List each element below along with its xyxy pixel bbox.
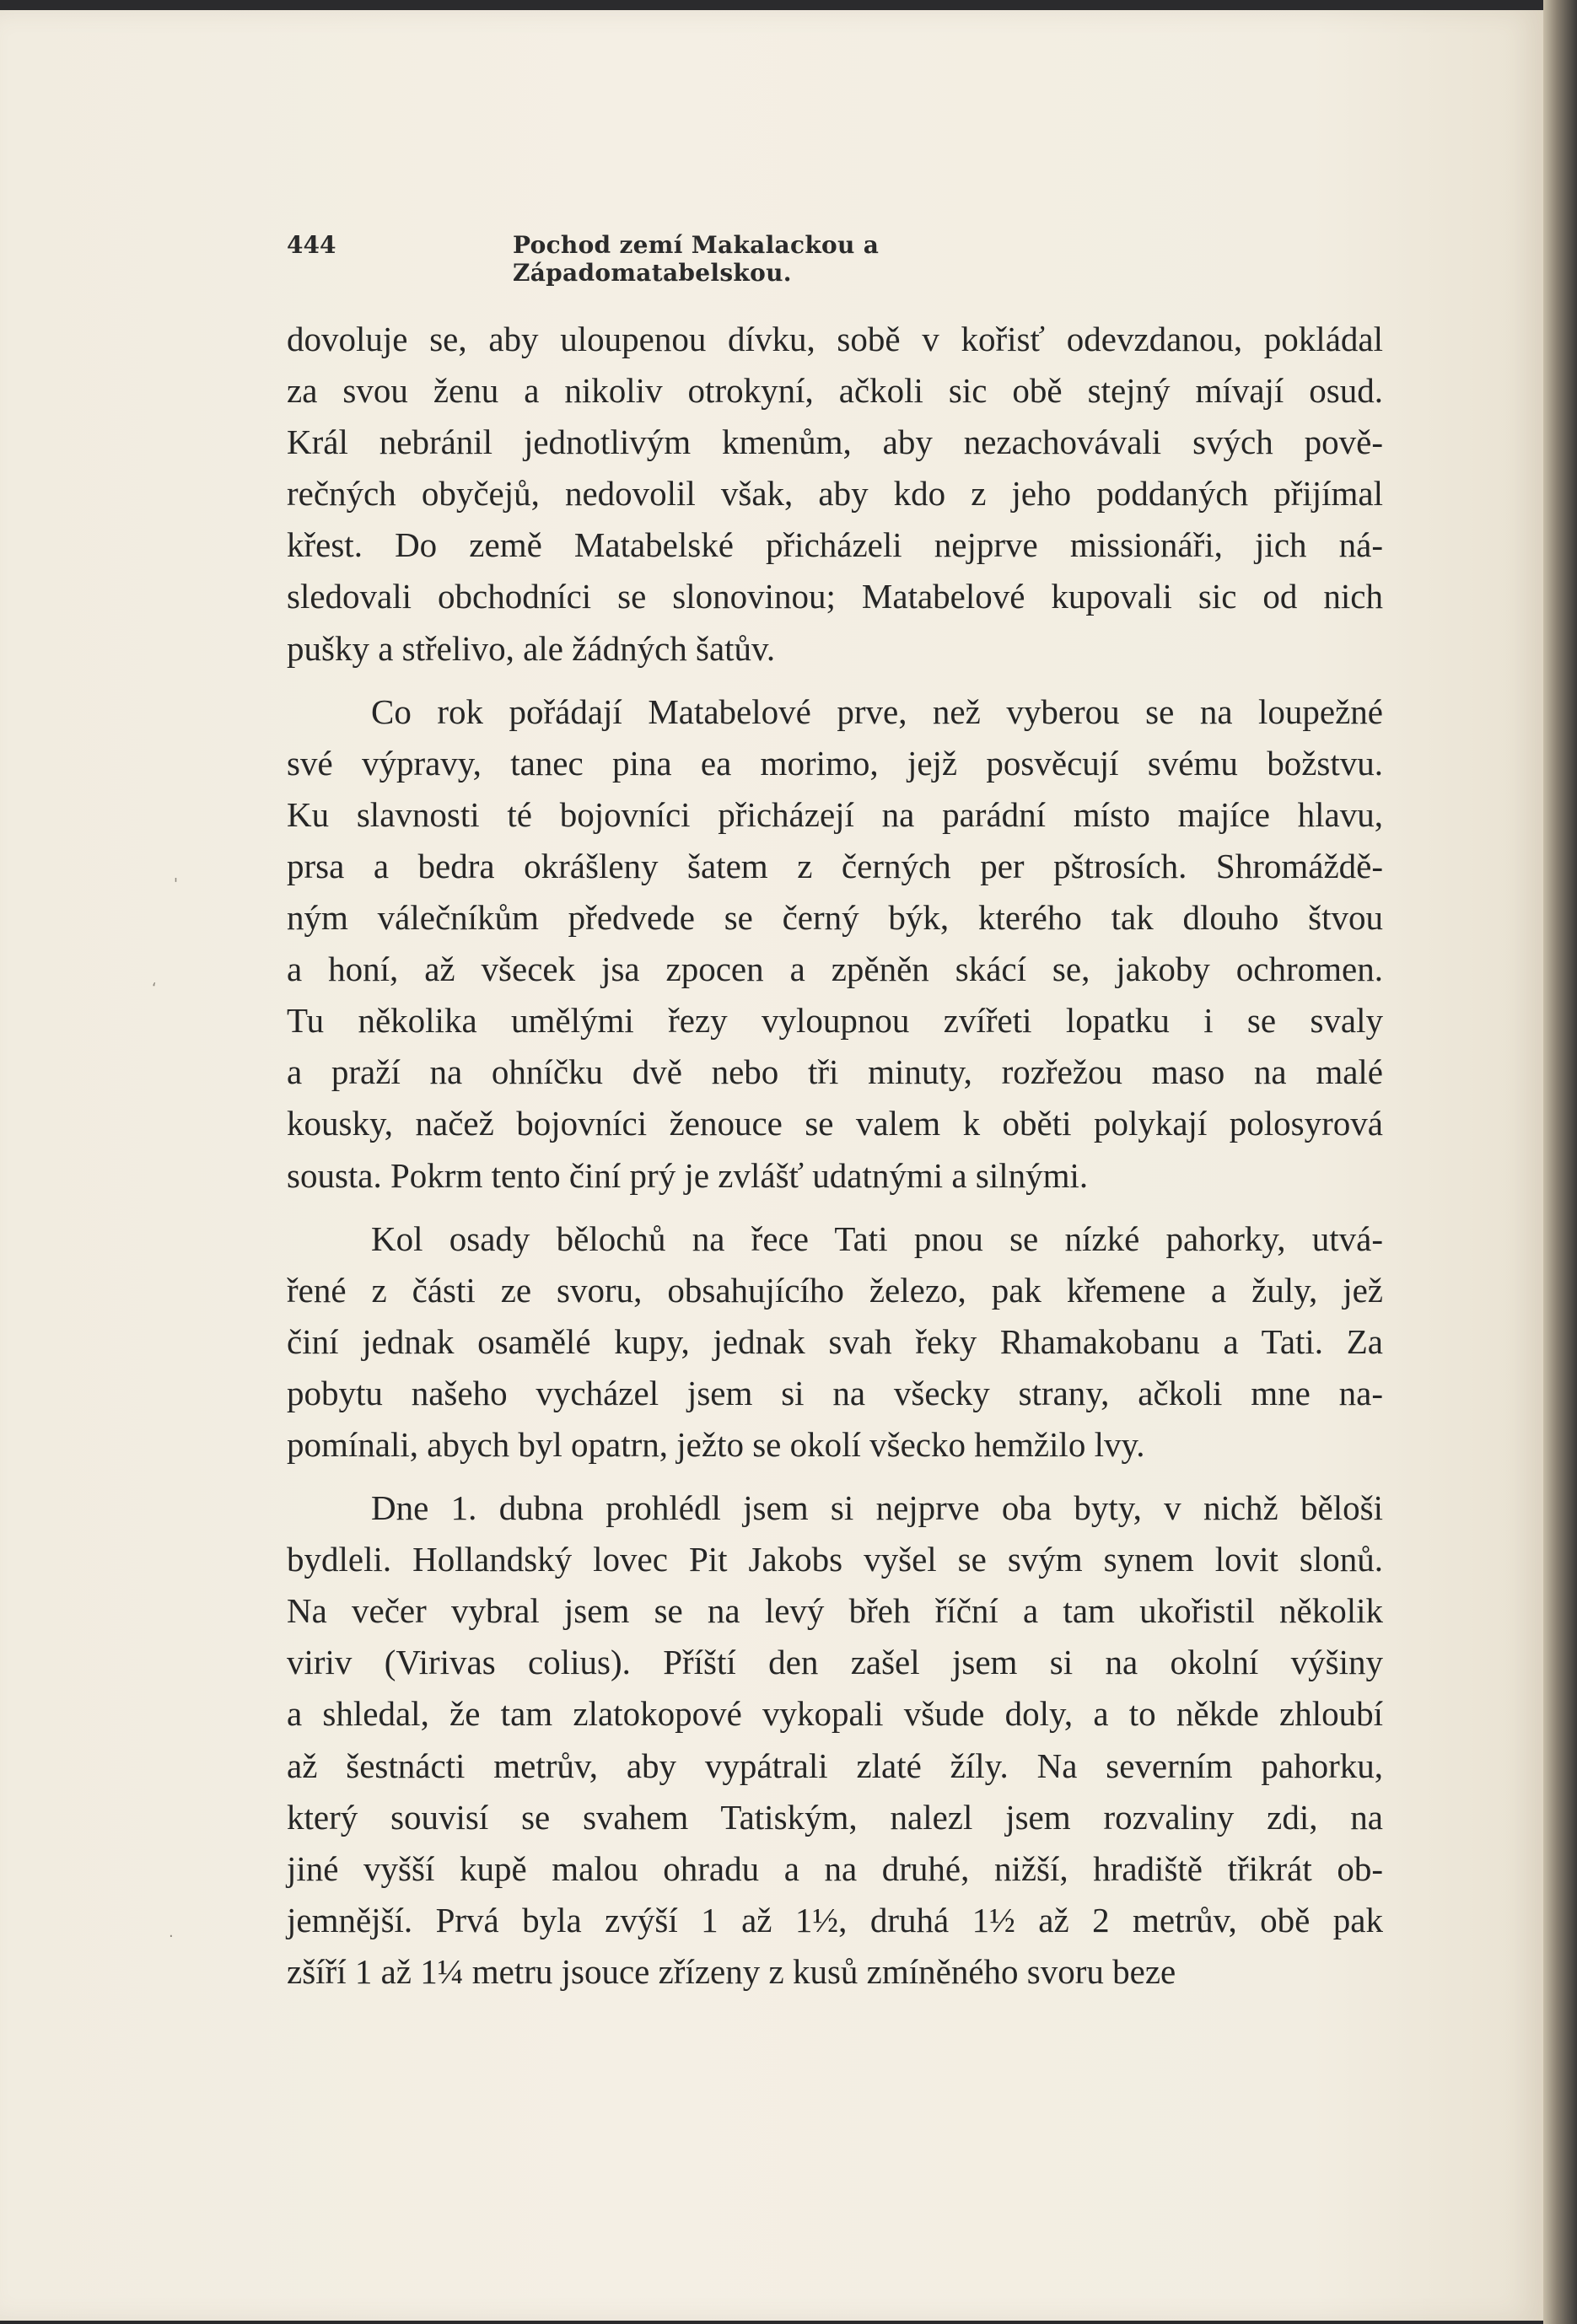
page-edge xyxy=(1543,0,1577,2324)
text-line: Ku slavnosti té bojovníci přicházejí na parádní místo majíce hlavu, xyxy=(287,794,1383,834)
text-line: činí jednak osamělé kupy, jednak svah řeky Rhamakobanu a Tati. Za xyxy=(287,1321,1383,1361)
page-number: 444 xyxy=(287,231,336,259)
text-line: pušky a střelivo, ale žádných šatův. xyxy=(287,628,776,668)
margin-speck: ' xyxy=(174,875,178,893)
text-line: který souvisí se svahem Tatiským, nalezl jsem rozvaliny zdi, na xyxy=(287,1797,1383,1837)
text-line: bydleli. Hollandský lovec Pit Jakobs vyšel se svým synem lovit slonů. xyxy=(287,1540,1383,1579)
text-line: sledovali obchodníci se slonovinou; Matabelové kupovali sic od nich xyxy=(287,577,1383,616)
body-text xyxy=(287,314,1383,1998)
text-line: zšíří 1 až 1¼ metru jsouce zřízeny z kusů zmíněného svoru beze xyxy=(287,1951,1176,1991)
text-line: jemnější. Prvá byla zvýší 1 až 1½, druhá 1½ až 2 metrův, obě pak xyxy=(287,1900,1383,1939)
text-line: sousta. Pokrm tento činí prý je zvlášť udatnými a silnými. xyxy=(287,1155,1089,1195)
text-line: prsa a bedra okrášleny šatem z černých per pštrosích. Shromáždě- xyxy=(287,846,1383,885)
paragraph xyxy=(287,314,1383,675)
text-line: Na večer vybral jsem se na levý břeh říční a tam ukořistil několik xyxy=(287,1591,1383,1631)
paragraph xyxy=(287,1482,1383,1998)
text-line: jiné vyšší kupě malou ohradu a na druhé, nižší, hradiště třikrát ob- xyxy=(287,1848,1383,1888)
text-line: viriv (Virivas colius). Příští den zašel jsem si na okolní výšiny xyxy=(287,1643,1383,1682)
margin-speck: · xyxy=(169,1928,174,1945)
text-line: řené z části ze svoru, obsahujícího železo, pak křemene a žuly, jež xyxy=(287,1270,1383,1310)
text-line: Co rok pořádají Matabelové prve, než vyberou se na loupežné xyxy=(371,691,1383,731)
paragraph xyxy=(287,1213,1383,1471)
margin-speck: ‘ xyxy=(152,980,157,998)
running-title: Pochod zemí Makalackou a Západomatabelskou. xyxy=(513,231,880,287)
text-line: své výpravy, tanec pina ea morimo, jejž posvěcují svému božstvu. xyxy=(287,743,1383,783)
page-header xyxy=(287,231,1164,287)
text-line: křest. Do země Matabelské přicházeli nejprve missionáři, jich ná- xyxy=(287,525,1383,565)
text-line: až šestnácti metrův, aby vypátrali zlaté žíly. Na severním pahorku, xyxy=(287,1746,1383,1785)
text-line: Král nebránil jednotlivým kmenům, aby nezachovávali svých pově- xyxy=(287,422,1383,462)
text-line: a shledal, že tam zlatokopové vykopali všude doly, a to někde zhloubí xyxy=(287,1694,1383,1734)
text-line: Dne 1. dubna prohlédl jsem si nejprve oba byty, v nichž běloši xyxy=(371,1488,1383,1528)
text-line: dovoluje se, aby uloupenou dívku, sobě v kořisť odevzdanou, pokládal xyxy=(287,320,1383,358)
text-line: Tu několika umělými řezy vyloupnou zvířeti lopatku i se svaly xyxy=(287,1001,1383,1041)
text-line: pomínali, abych byl opatrn, ježto se okolí všecko hemžilo lvy. xyxy=(287,1424,1145,1464)
text-line: a honí, až všecek jsa zpocen a zpěněn skácí se, jakoby ochromen. xyxy=(287,950,1383,989)
text-line: rečných obyčejů, nedovolil však, aby kdo z jeho poddaných přijímal xyxy=(287,474,1383,514)
text-line: za svou ženu a nikoliv otrokyní, ačkoli sic obě stejný mívají osud. xyxy=(287,371,1383,411)
text-line: Kol osady bělochů na řece Tati pnou se nízké pahorky, utvá- xyxy=(371,1218,1383,1258)
book-page xyxy=(0,10,1543,2321)
text-line: kousky, načež bojovníci ženouce se valem k oběti polykají polosyrová xyxy=(287,1104,1383,1143)
text-line: a praží na ohníčku dvě nebo tři minuty, rozřežou maso na malé xyxy=(287,1052,1383,1092)
paragraph xyxy=(287,686,1383,1202)
text-line: pobytu našeho vycházel jsem si na všecky strany, ačkoli mne na- xyxy=(287,1373,1383,1412)
text-line: ným válečníkům předvede se černý býk, kterého tak dlouho štvou xyxy=(287,898,1383,938)
